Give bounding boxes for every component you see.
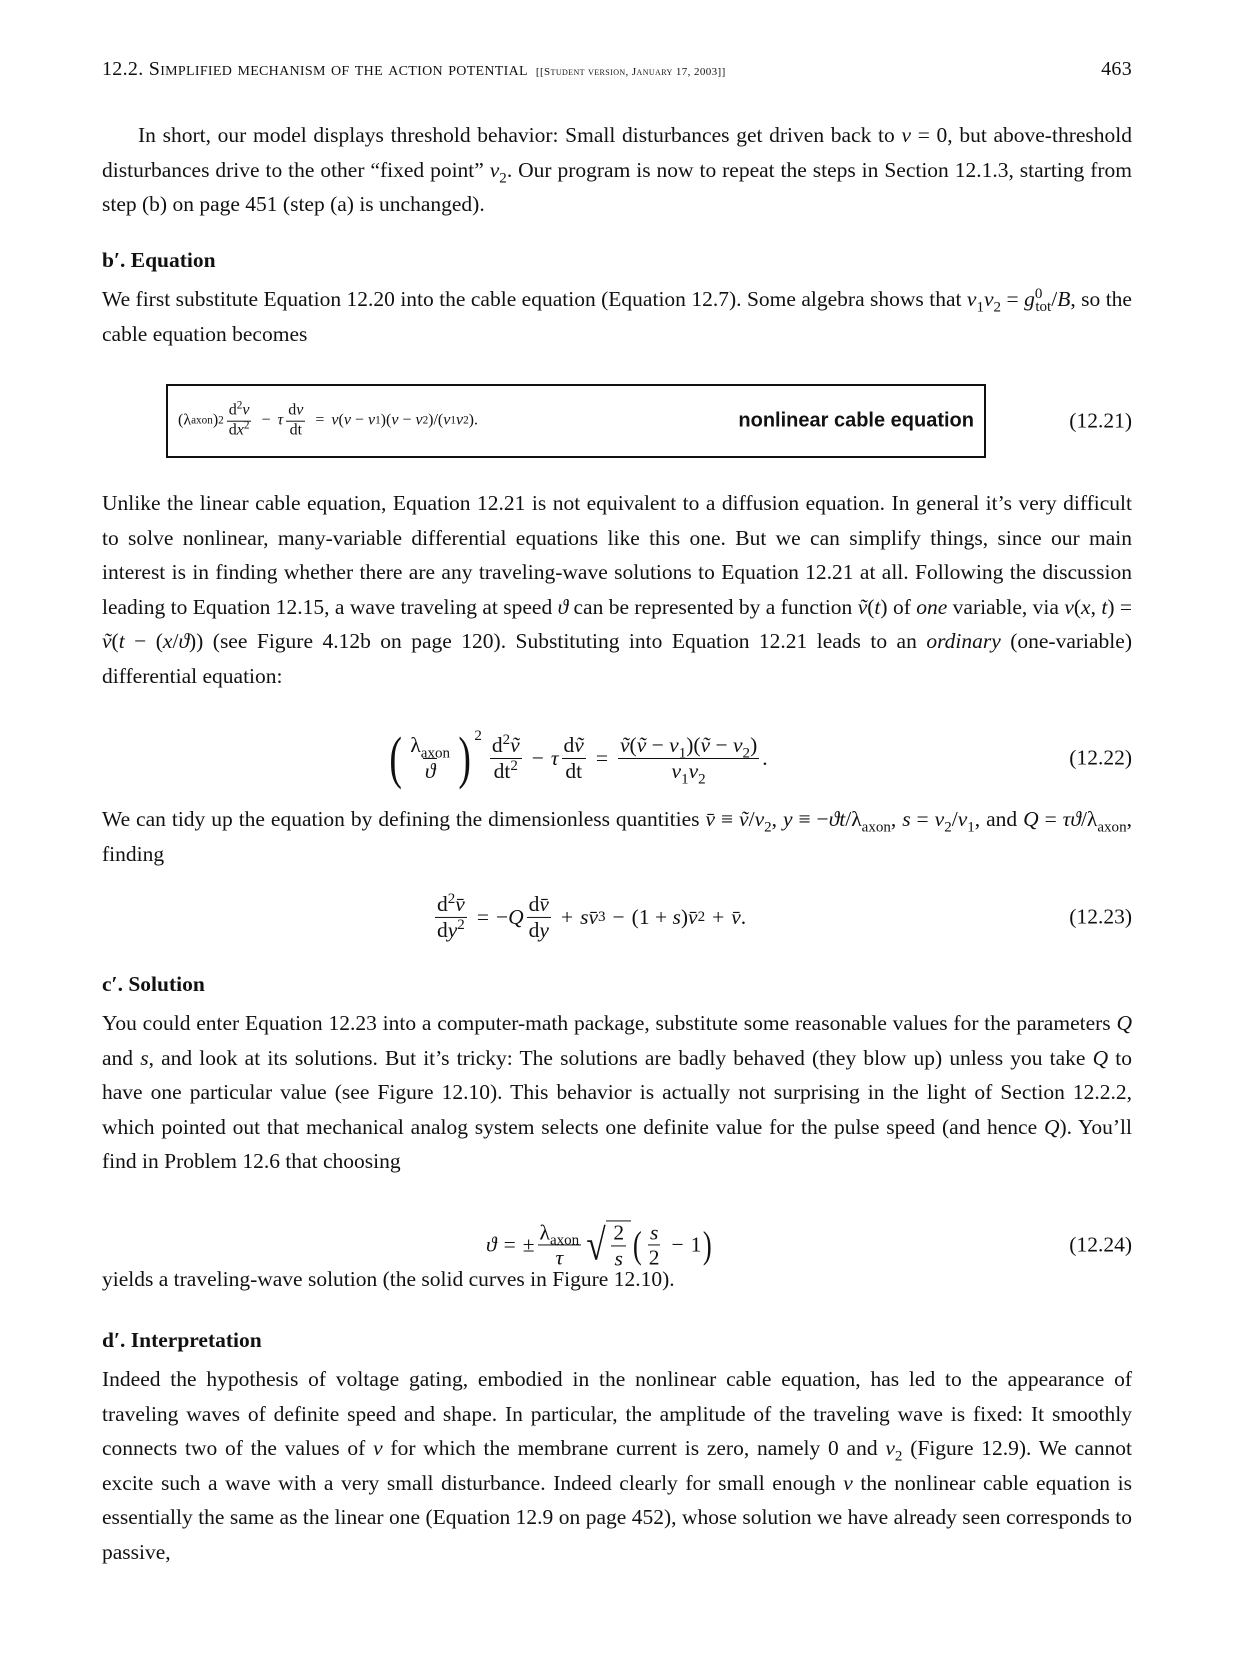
section-heading-equation: b′. Equation [102, 248, 216, 272]
section-heading-solution: c′. Solution [102, 972, 205, 996]
section-c-paragraph: You could enter Equation 12.23 into a computer-math package, substitute some reasonable values for the parameters Q and s, and look at its solutions. But it’s tricky: The solutions are badly behaved (they blow up) unless you take Q to have one particular value (see Figure 12.10). This behavior is actually not surprising in the light of Section 12.2.2, which pointed out that mechanical analog system selects one definite value for the pulse speed (and hence Q). You’ll find in Problem 12.6 that choosing [102, 1011, 1133, 1173]
equation-12-23 [102, 882, 1132, 952]
equation-number-12-23: (12.23) [1069, 904, 1132, 929]
equation-12-21-expression: ( λ axon ) 2 $\frac{d^2v}{dx^2}$ − τ $\frac{dv}{dt}$ = v ( v − v 1 )( v − v 2 )/( v 1 v 2 ). [178, 399, 478, 439]
equation-12-22 [102, 720, 1132, 796]
page-number: 463 [1101, 58, 1132, 80]
equation-number-12-24: (12.24) [1069, 1232, 1132, 1257]
intro-paragraph: In short, our model displays threshold behavior: Small disturbances get driven back to v = 0, but above-threshold disturbances drive to the other “fixed point” $v_2$. Our program is now to repeat the steps in Section 12.1.3, starting from step (b) on page 451 (step (a) is unchanged). [102, 123, 1132, 216]
equation-number-12-22: (12.22) [1069, 745, 1132, 770]
equation-12-24-expression: ϑ = ± $\frac{\lambda_{axon}}{\tau}$ √ $\frac{2}{s}$ ( $\frac{s}{2}$ − 1 ) [486, 1219, 713, 1270]
section-b-paragraph-3: We can tidy up the equation by defining the dimensionless quantities v̄ ≡ $ṽ/v_2$, $y \equiv -ϑt/\lambda_{axon}$, $s = v_2/v_1$, and $Q = \tau ϑ/\lambda_{axon}$, finding [102, 807, 1132, 866]
header-section-title: 12.2. Simplified mechanism of the action potential [[Student version, January 17, 2003]] [102, 58, 726, 80]
equation-12-21-number-row [102, 386, 1132, 456]
equation-12-22-expression: ( $\frac{\lambda_{axon}}{ϑ}$ ) $^2$ $\frac{d^2ṽ}{dt^2}$ − τ $\frac{\text{dṽ}}{dt}$ = $\frac{ṽ(ṽ - v_1)(ṽ - v_2)}{v_1v_2}$ . [389, 725, 768, 790]
header-version-note: [[Student version, January 17, 2003]] [535, 66, 726, 78]
section-b-intro: We first substitute Equation 12.20 into the cable equation (Equation 12.7). Some algebra shows that $v_1v_2 = g^0_{tot}/B$, so the cable equation becomes [102, 285, 1132, 346]
section-heading-interpretation: d′. Interpretation [102, 1328, 262, 1352]
equation-label-nonlinear-cable: nonlinear cable equation [738, 409, 974, 432]
running-header [102, 58, 1132, 88]
equation-12-23-expression: $\frac{d^2v̄}{dy^2}$ = − Q $\frac{dv̄}{dy}$ + s v̄ 3 − (1 + s ) v̄ 2 + v̄ . [437, 890, 747, 942]
section-d-paragraph: Indeed the hypothesis of voltage gating, embodied in the nonlinear cable equation, has led to the appearance of traveling waves of definite speed and shape. In particular, the amplitude of the traveling wave is fixed: It smoothly connects two of the values of v for which the membrane current is zero, namely 0 and $v_2$ (Figure 12.9). We cannot excite such a wave with a very small disturbance. Indeed clearly for small enough v the nonlinear cable equation is essentially the same as the linear one (Equation 12.9 on page 452), whose solution we have already seen corresponds to passive, [102, 1367, 1132, 1564]
equation-number-12-21: (12.21) [1069, 408, 1132, 433]
section-c-after: yields a traveling-wave solution (the solid curves in Figure 12.10). [102, 1267, 675, 1291]
section-b-paragraph-2: Unlike the linear cable equation, Equation 12.21 is not equivalent to a diffusion equation. In general it’s very difficult to solve nonlinear, many-variable differential equations like this one. But we can simplify things, since our main interest is in finding whether there are any traveling-wave solutions to Equation 12.21 at all. Following the discussion leading to Equation 12.15, a wave traveling at speed ϑ can be represented by a function ṽ(t) of one variable, via v(x, t) = ṽ(t − (x/ϑ)) (see Figure 4.12b on page 120). Substituting into Equation 12.21 leads to an ordinary (one-variable) differential equation: [102, 491, 1132, 688]
square-root-sign: √ $\frac{2}{s}$ [584, 1220, 631, 1269]
